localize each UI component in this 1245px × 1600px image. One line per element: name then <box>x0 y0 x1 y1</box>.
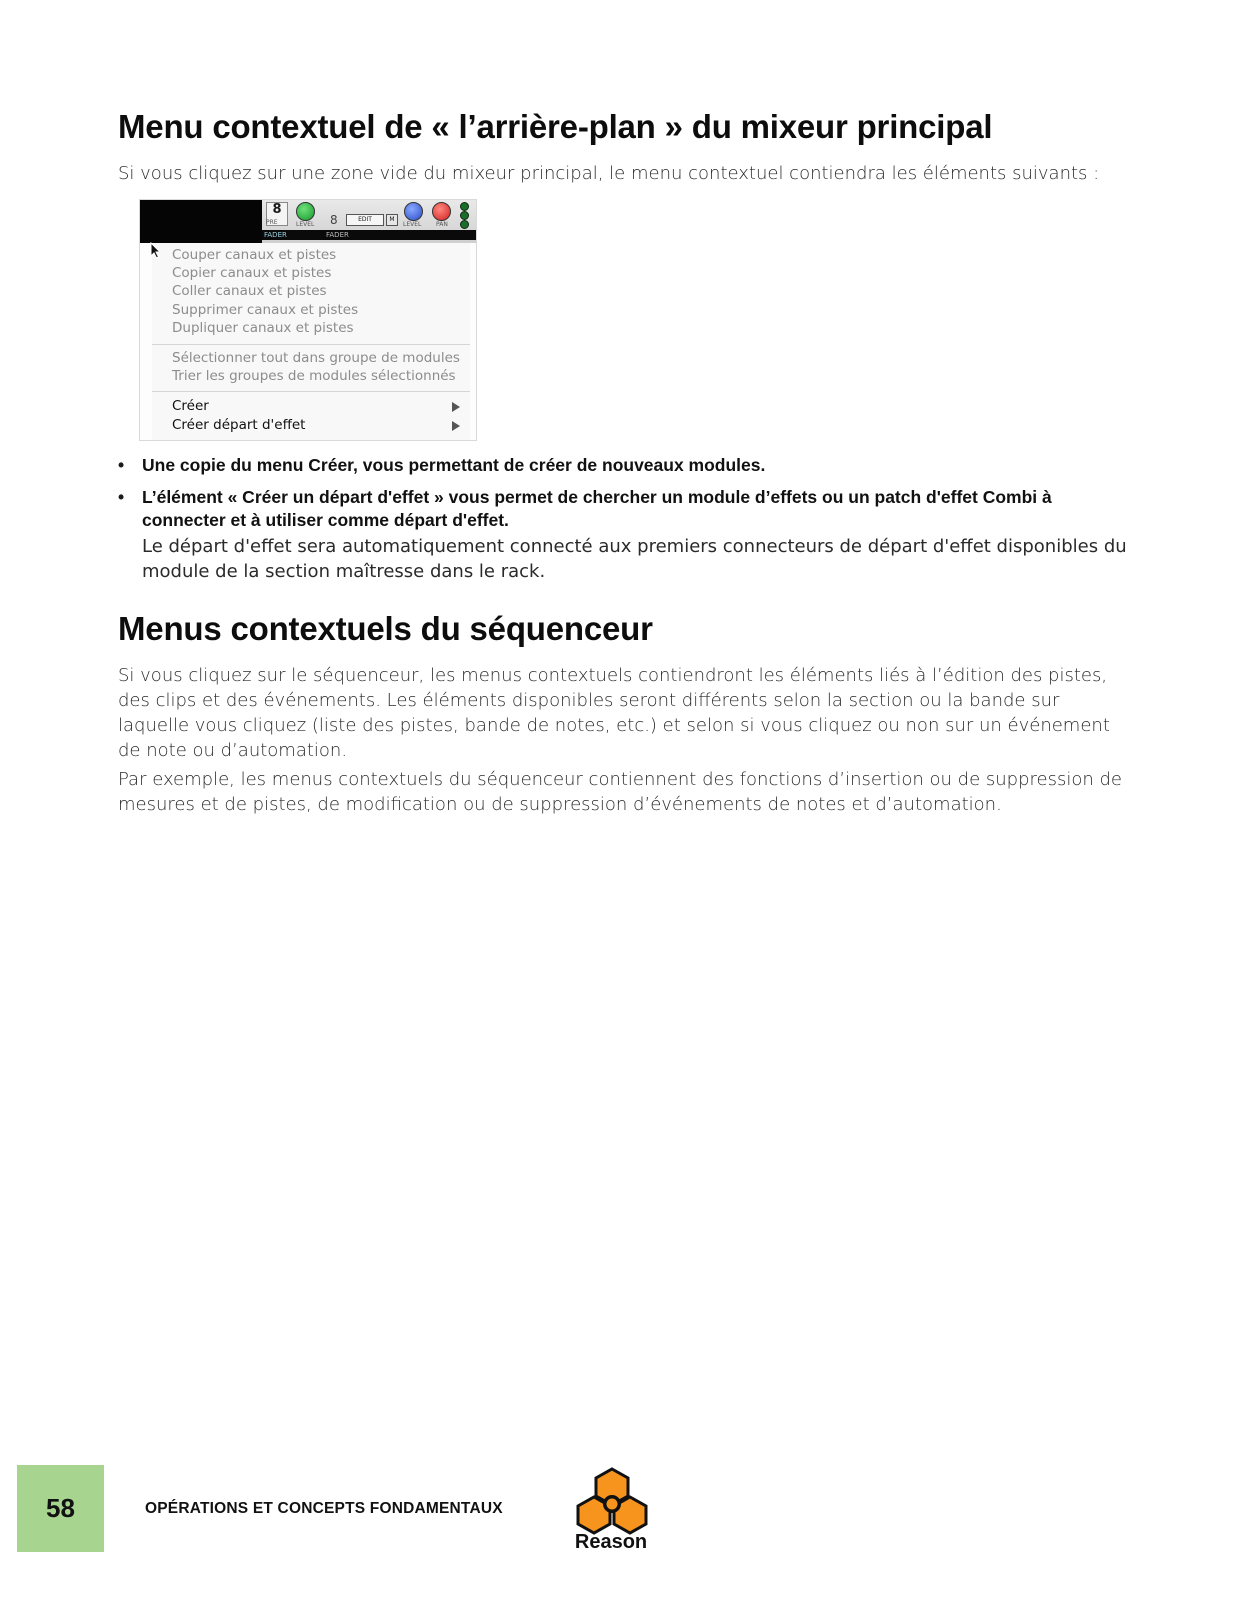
fader-bar <box>262 230 476 240</box>
channel-number: 8 <box>266 202 288 226</box>
level-knob-icon <box>404 202 423 221</box>
bullet-item <box>118 486 1128 584</box>
submenu-arrow-icon <box>452 421 460 431</box>
level-knob-icon <box>296 202 315 221</box>
dark-background <box>140 200 262 243</box>
section-heading: Menus contextuels du séquenceur <box>118 610 653 647</box>
chapter-title: OPÉRATIONS ET CONCEPTS FONDAMENTAUX <box>145 1500 503 1517</box>
context-menu-screenshot <box>140 200 476 440</box>
menu-item-delete[interactable]: Supprimer canaux et pistes <box>172 302 359 318</box>
pan-label: PAN <box>436 221 448 228</box>
intro-paragraph: Si vous cliquez sur une zone vide du mixeur principal, le menu contextuel contiendra les éléments suivants : <box>118 163 1100 184</box>
mouse-cursor-icon <box>150 242 162 260</box>
menu-item-sort-groups[interactable]: Trier les groupes de modules sélectionnés <box>172 368 456 384</box>
section-heading: Menu contextuel de « l’arrière-plan » du mixeur principal <box>118 108 993 145</box>
menu-item-paste[interactable]: Coller canaux et pistes <box>172 283 327 299</box>
bullet-item <box>118 454 1128 477</box>
menu-separator <box>152 344 470 345</box>
body-paragraph: Si vous cliquez sur le séquenceur, les menus contextuels contiendront les éléments liés à l’édition des pistes, des clips et des événements. Les éléments disponibles seront différents selon la section ou la bande sur laquelle vous cliquez (liste des pistes, bande de notes, etc.) et selon si vous cliquez ou non sur un événement de note ou d’automation. <box>118 665 1110 761</box>
mute-button: M <box>386 214 398 226</box>
submenu-arrow-icon <box>452 402 460 412</box>
led-icon <box>460 211 469 220</box>
menu-separator <box>152 391 470 392</box>
channel-number: 8 <box>330 213 338 227</box>
menu-item-copy[interactable]: Copier canaux et pistes <box>172 265 332 281</box>
bullet-title: Une copie du menu Créer, vous permettant de créer de nouveaux modules. <box>142 455 766 475</box>
fader-label: FADER <box>264 231 287 239</box>
logo-text: Reason <box>574 1531 648 1553</box>
menu-item-create-send[interactable]: Créer départ d'effet <box>172 417 306 433</box>
menu-item-cut[interactable]: Couper canaux et pistes <box>172 247 337 263</box>
led-icon <box>460 202 469 211</box>
page-number: 58 <box>17 1465 104 1552</box>
context-menu <box>152 243 470 440</box>
fader-label: FADER <box>326 231 349 239</box>
menu-item-select-all[interactable]: Sélectionner tout dans groupe de modules <box>172 350 460 366</box>
led-icon <box>460 220 469 229</box>
level-label: LEVEL <box>403 221 422 228</box>
pan-knob-icon <box>432 202 451 221</box>
bullet-description: Le départ d'effet sera automatiquement connecté aux premiers connecteurs de départ d'effet disponibles du module de la section maîtresse dans le rack. <box>142 536 1127 582</box>
pre-label: PRE <box>266 219 278 226</box>
menu-item-create[interactable]: Créer <box>172 398 209 414</box>
level-label: LEVEL <box>296 221 315 228</box>
menu-item-duplicate[interactable]: Dupliquer canaux et pistes <box>172 320 354 336</box>
bullet-dot-icon: • <box>118 487 125 507</box>
body-paragraph: Par exemple, les menus contextuels du séquenceur contiennent des fonctions d’insertion ou de suppression de mesures et de pistes, de modification ou de suppression d’événements de notes et d’automation. <box>118 769 1123 815</box>
bullet-title: L’élément « Créer un départ d'effet » vous permet de chercher un module d’effets ou un patch d'effet Combi à connecter et à utiliser comme départ d'effet. <box>142 487 1052 530</box>
edit-button: EDIT <box>346 214 384 226</box>
bullet-dot-icon: • <box>118 455 125 475</box>
